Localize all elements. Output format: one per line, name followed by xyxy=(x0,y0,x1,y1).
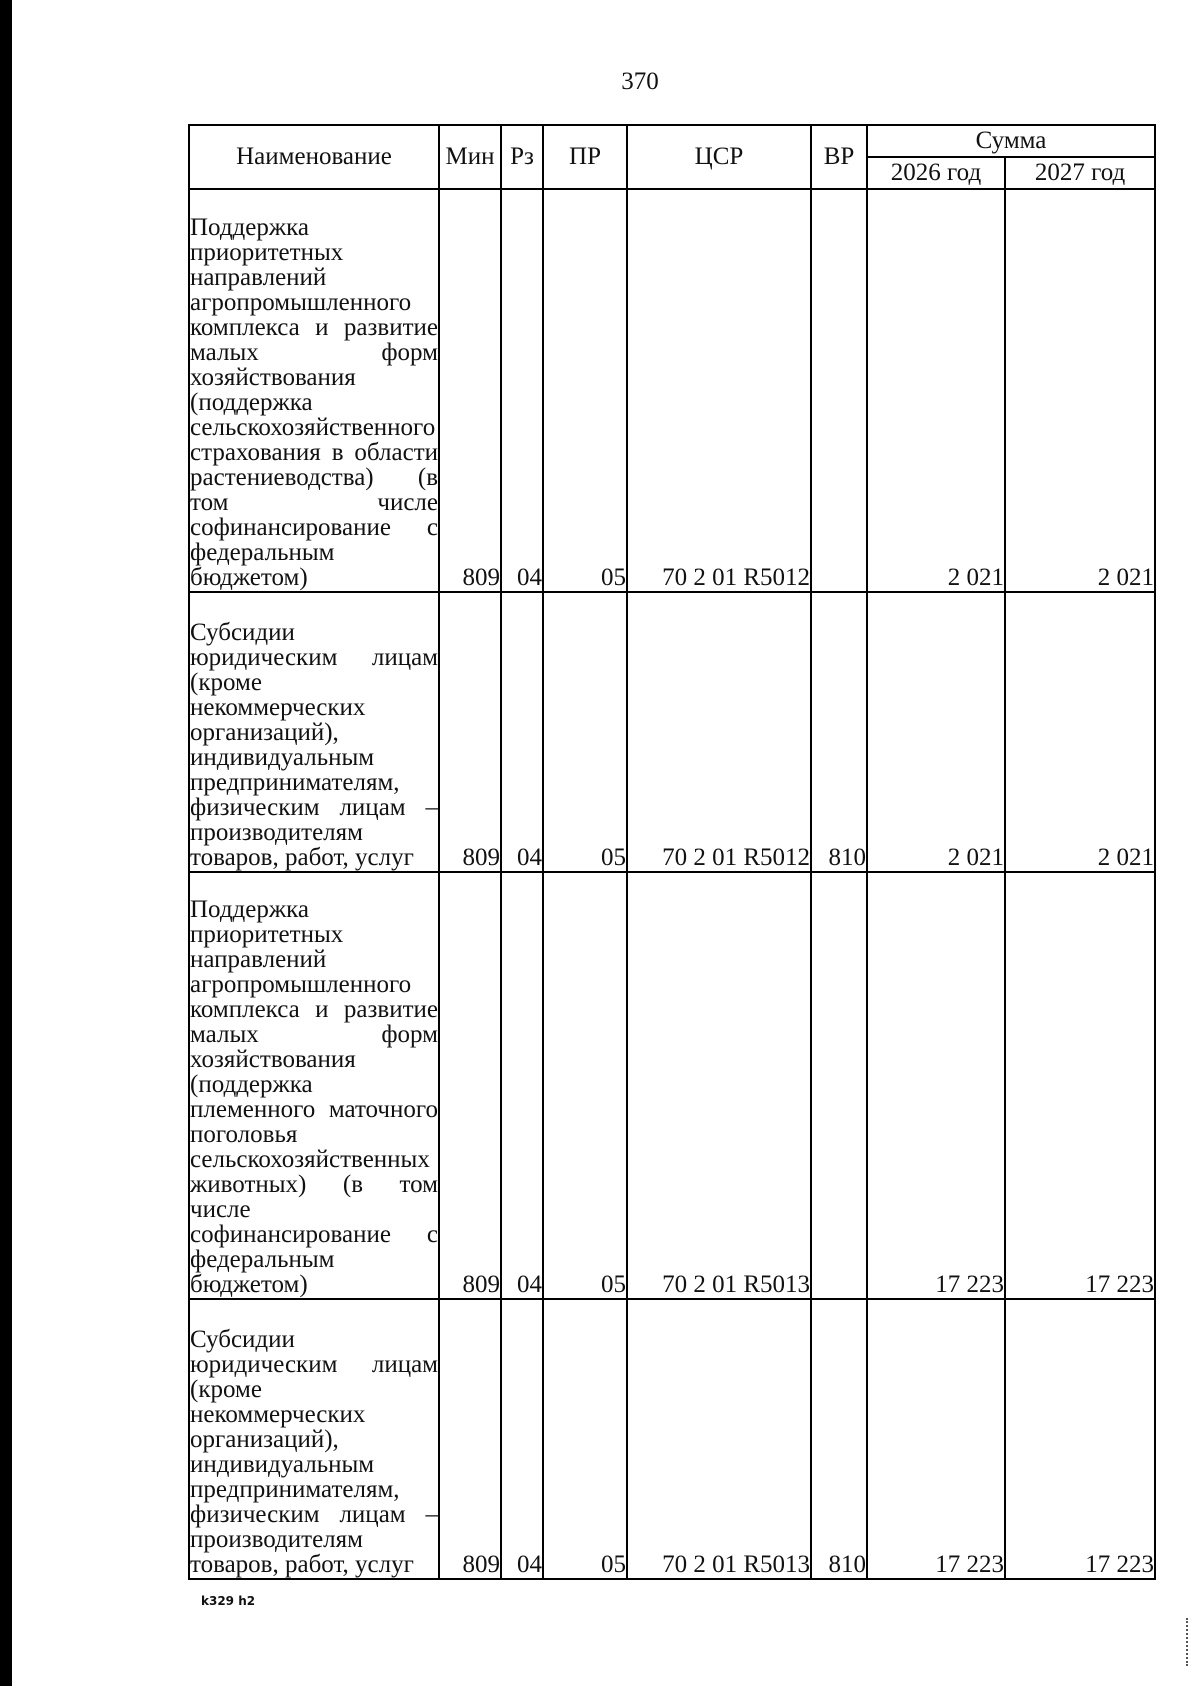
header-year-2026: 2026 год xyxy=(867,157,1005,189)
row-sum-2026: 17 223 xyxy=(867,1299,1005,1579)
header-name: Наименование xyxy=(189,125,439,189)
row-sum-2026: 17 223 xyxy=(867,872,1005,1299)
row-rz: 04 xyxy=(501,1299,543,1579)
row-name: Субсидии юридическим лицам (кроме некоммерческих организаций), индивидуальным предпринимателям, физическим лицам – производителям товаров, работ, услуг xyxy=(189,1299,439,1579)
row-name: Поддержка приоритетных направлений агропромышленного комплекса и развитие малых форм хозяйствования (поддержка сельскохозяйственного страхования в области растениеводства) (в том числе софинансирование с федеральным бюджетом) xyxy=(189,189,439,592)
header-sum: Сумма xyxy=(867,125,1155,157)
header-min: Мин xyxy=(439,125,501,189)
row-csr: 70 2 01 R5013 xyxy=(627,872,811,1299)
row-pr: 05 xyxy=(543,872,627,1299)
row-vr: 810 xyxy=(811,592,867,872)
header-vr: ВР xyxy=(811,125,867,189)
table-row xyxy=(189,592,1155,872)
header-rz: Рз xyxy=(501,125,543,189)
row-sum-2026: 2 021 xyxy=(867,592,1005,872)
header-csr: ЦСР xyxy=(627,125,811,189)
row-vr: 810 xyxy=(811,1299,867,1579)
row-vr xyxy=(811,189,867,592)
row-rz: 04 xyxy=(501,872,543,1299)
page-number: 370 xyxy=(621,68,659,95)
row-sum-2027: 17 223 xyxy=(1005,1299,1155,1579)
row-vr xyxy=(811,872,867,1299)
row-pr: 05 xyxy=(543,592,627,872)
row-pr: 05 xyxy=(543,1299,627,1579)
row-min: 809 xyxy=(439,189,501,592)
header-year-2027: 2027 год xyxy=(1005,157,1155,189)
row-min: 809 xyxy=(439,872,501,1299)
table-row xyxy=(189,872,1155,1299)
budget-table xyxy=(188,124,1156,1580)
row-rz: 04 xyxy=(501,189,543,592)
row-name: Субсидии юридическим лицам (кроме некоммерческих организаций), индивидуальным предпринимателям, физическим лицам – производителям товаров, работ, услуг xyxy=(189,592,439,872)
table-row xyxy=(189,1299,1155,1579)
row-csr: 70 2 01 R5013 xyxy=(627,1299,811,1579)
row-csr: 70 2 01 R5012 xyxy=(627,189,811,592)
row-min: 809 xyxy=(439,1299,501,1579)
row-sum-2026: 2 021 xyxy=(867,189,1005,592)
row-sum-2027: 2 021 xyxy=(1005,592,1155,872)
scan-edge-bar xyxy=(0,0,12,1686)
row-pr: 05 xyxy=(543,189,627,592)
row-csr: 70 2 01 R5012 xyxy=(627,592,811,872)
row-sum-2027: 17 223 xyxy=(1005,872,1155,1299)
table-row xyxy=(189,189,1155,592)
row-min: 809 xyxy=(439,592,501,872)
row-rz: 04 xyxy=(501,592,543,872)
scan-edge-mark xyxy=(1186,1618,1194,1666)
header-pr: ПР xyxy=(543,125,627,189)
row-name: Поддержка приоритетных направлений агропромышленного комплекса и развитие малых форм хозяйствования (поддержка племенного маточного поголовья сельскохозяйственных животных) (в том числе софинансирование с федеральным бюджетом) xyxy=(189,872,439,1299)
row-sum-2027: 2 021 xyxy=(1005,189,1155,592)
footer-document-code: k329 h2 xyxy=(201,1594,256,1608)
